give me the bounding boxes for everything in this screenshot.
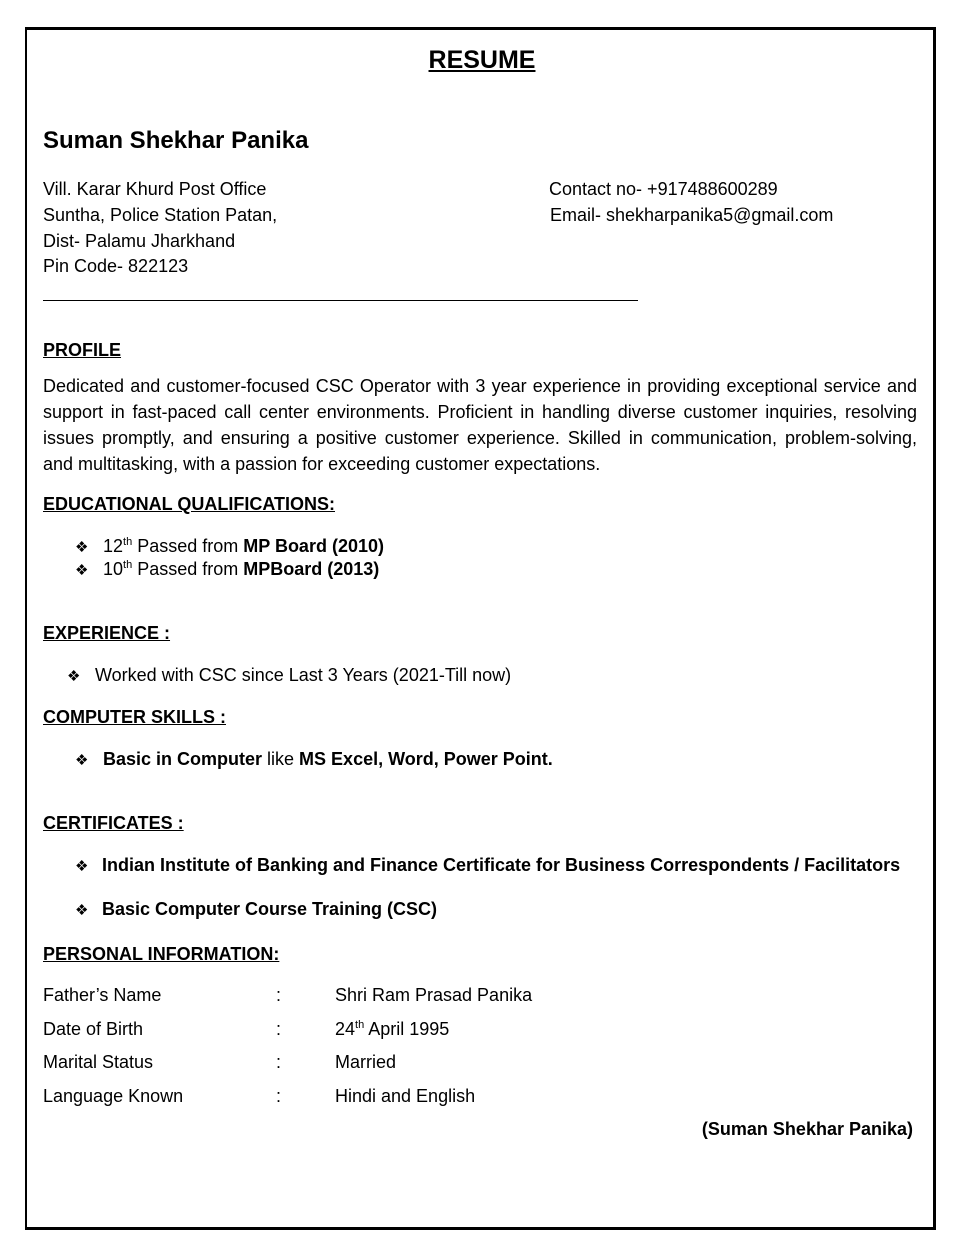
language-value: Hindi and English: [335, 1086, 476, 1106]
bullet-diamond-icon: ❖: [67, 668, 81, 685]
computer-skills-item: [75, 748, 553, 772]
dob-day: 24: [335, 1019, 356, 1039]
address-line-1: Vill. Karar Khurd Post Office: [43, 179, 267, 199]
certificate-text: Basic Computer Course Training (CSC): [102, 899, 438, 919]
address-line-3: Dist- Palamu Jharkhand: [43, 231, 236, 251]
personal-info-heading: PERSONAL INFORMATION:: [43, 944, 280, 964]
dob-month-year: April 1995: [364, 1019, 450, 1039]
bullet-diamond-icon: ❖: [75, 539, 89, 556]
education-heading-text: EDUCATIONAL QUALIFICATIONS: [43, 494, 329, 514]
header-divider: [43, 300, 638, 301]
field-separator: :: [276, 985, 282, 1005]
ordinal-suffix: th: [123, 559, 133, 571]
dob-value: [335, 1019, 449, 1040]
candidate-name: Suman Shekhar Panika: [43, 127, 309, 154]
certificate-item: [75, 854, 901, 878]
address-pin-code: Pin Code- 822123: [43, 256, 189, 276]
address-line-2: Suntha, Police Station Patan,: [43, 205, 278, 225]
education-item: [75, 535, 384, 559]
education-board: MPBoard (2013): [243, 559, 380, 579]
education-board: MP Board (2010): [243, 536, 384, 556]
skill-level: Basic in Computer: [103, 749, 263, 769]
bullet-diamond-icon: ❖: [75, 902, 89, 919]
field-separator: :: [276, 1019, 282, 1039]
experience-text: Worked with CSC since Last 3 Years (2021-Till now): [95, 665, 512, 685]
field-separator: :: [276, 1086, 282, 1106]
skill-list: MS Excel, Word, Power Point.: [299, 749, 553, 769]
signature-name: (Suman Shekhar Panika): [701, 1119, 913, 1139]
ordinal-suffix: th: [123, 536, 133, 548]
skill-connector: like: [262, 749, 300, 769]
language-label: Language Known: [43, 1086, 184, 1106]
education-text: Passed from: [132, 536, 244, 556]
dob-label: Date of Birth: [43, 1019, 144, 1039]
education-text: Passed from: [132, 559, 244, 579]
certificate-item: [75, 898, 438, 922]
education-heading: [43, 494, 335, 515]
ordinal-suffix: th: [355, 1019, 365, 1031]
contact-phone: Contact no- +917488600289: [549, 179, 778, 199]
father-name-value: Shri Ram Prasad Panika: [335, 985, 533, 1005]
education-level: 12: [103, 536, 124, 556]
profile-text: Dedicated and customer-focused CSC Operator with 3 year experience in providing exceptional service and support in fast-paced call center environments. Proficient in handling diverse customer inquiries, resolving issues promptly, and ensuring a positive customer experience. Skilled in communication, problem-solving, and multitasking, with a passion for exceeding customer expectations.: [43, 376, 917, 474]
experience-heading: EXPERIENCE :: [43, 623, 171, 643]
computer-skills-heading: COMPUTER SKILLS :: [43, 707, 226, 727]
marital-status-value: Married: [335, 1052, 397, 1072]
experience-item: [67, 664, 511, 688]
field-separator: :: [276, 1052, 282, 1072]
contact-email: Email- shekharpanika5@gmail.com: [550, 205, 834, 225]
certificate-text: Indian Institute of Banking and Finance Certificate for Business Correspondents / Facilitators: [102, 855, 901, 875]
education-level: 10: [103, 559, 124, 579]
bullet-diamond-icon: ❖: [75, 562, 89, 579]
resume-title: RESUME: [428, 46, 536, 74]
certificates-heading: CERTIFICATES :: [43, 813, 184, 833]
profile-heading: PROFILE: [43, 340, 122, 360]
marital-status-label: Marital Status: [43, 1052, 154, 1072]
education-item: [75, 558, 379, 582]
bullet-diamond-icon: ❖: [75, 752, 89, 769]
education-heading-colon: :: [329, 494, 335, 514]
father-name-label: Father’s Name: [43, 985, 162, 1005]
bullet-diamond-icon: ❖: [75, 858, 89, 875]
